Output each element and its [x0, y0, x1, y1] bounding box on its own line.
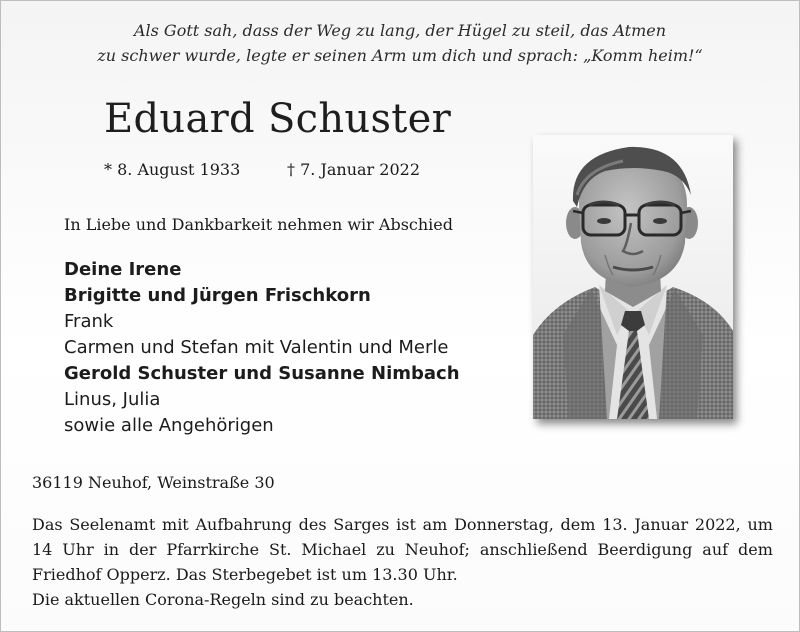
notice-word: dem [560, 515, 596, 534]
notice-word: St. [268, 540, 292, 559]
quote-line-2: zu schwer wurde, legte er seinen Arm um dich und sprach: „Komm heim!“ [97, 46, 703, 65]
portrait-icon [533, 135, 733, 419]
notice-line-3: Friedhof Opperz. Das Sterbegebet ist um 13.30 Uhr. [32, 565, 458, 584]
notice-word: anschließend [479, 540, 588, 559]
notice-word: Neuhof; [404, 540, 470, 559]
notice-word: um [747, 515, 773, 534]
notice-word: Pfarrkirche [166, 540, 260, 559]
notice-word: auf [702, 540, 729, 559]
notice-line-1 [32, 512, 773, 537]
notice-word: dem [737, 540, 773, 559]
notice-word: Das [32, 515, 63, 534]
notice-word: Aufbahrung [195, 515, 292, 534]
notice-word: Seelenamt [69, 515, 156, 534]
mourner-line: Brigitte und Jürgen Frischkorn [64, 285, 371, 306]
memorial-quote [1, 18, 799, 68]
notice-word: ist [396, 515, 416, 534]
mourner-line: Deine Irene [64, 259, 182, 280]
corona-note: Die aktuellen Corona-Regeln sind zu beachten. [32, 590, 414, 609]
notice-word: des [298, 515, 327, 534]
mourner-line: sowie alle Angehörigen [64, 415, 274, 436]
notice-word: Michael [301, 540, 367, 559]
quote-line-1: Als Gott sah, dass der Weg zu lang, der Hügel zu steil, das Atmen [133, 21, 667, 40]
mourner-line: Gerold Schuster und Susanne Nimbach [64, 363, 460, 384]
birth-date: * 8. August 1933 [104, 160, 241, 179]
notice-word: Uhr [62, 540, 94, 559]
notice-word: Donnerstag, [454, 515, 554, 534]
notice-word: in [103, 540, 120, 559]
notice-word: mit [162, 515, 189, 534]
mourners-list [64, 257, 460, 439]
death-date: † 7. Januar 2022 [287, 160, 420, 179]
mourner-line: Carmen und Stefan mit Valentin und Merle [64, 337, 449, 358]
mourner-line: Linus, Julia [64, 389, 161, 410]
portrait-photo [533, 135, 733, 419]
deceased-name: Eduard Schuster [104, 96, 452, 142]
notice-word: 13. [602, 515, 628, 534]
farewell-intro: In Liebe und Dankbarkeit nehmen wir Abschied [64, 215, 454, 234]
notice-word: 2022, [694, 515, 741, 534]
mourner-line: Frank [64, 311, 114, 332]
notice-word: zu [376, 540, 395, 559]
notice-word: 14 [32, 540, 53, 559]
funeral-notice [32, 512, 773, 587]
notice-word: Beerdigung [597, 540, 693, 559]
notice-word: am [422, 515, 448, 534]
notice-word: Sarges [333, 515, 390, 534]
notice-line-2 [32, 537, 773, 562]
notice-word: der [129, 540, 157, 559]
family-address: 36119 Neuhof, Weinstraße 30 [32, 473, 275, 492]
notice-word: Januar [634, 515, 689, 534]
